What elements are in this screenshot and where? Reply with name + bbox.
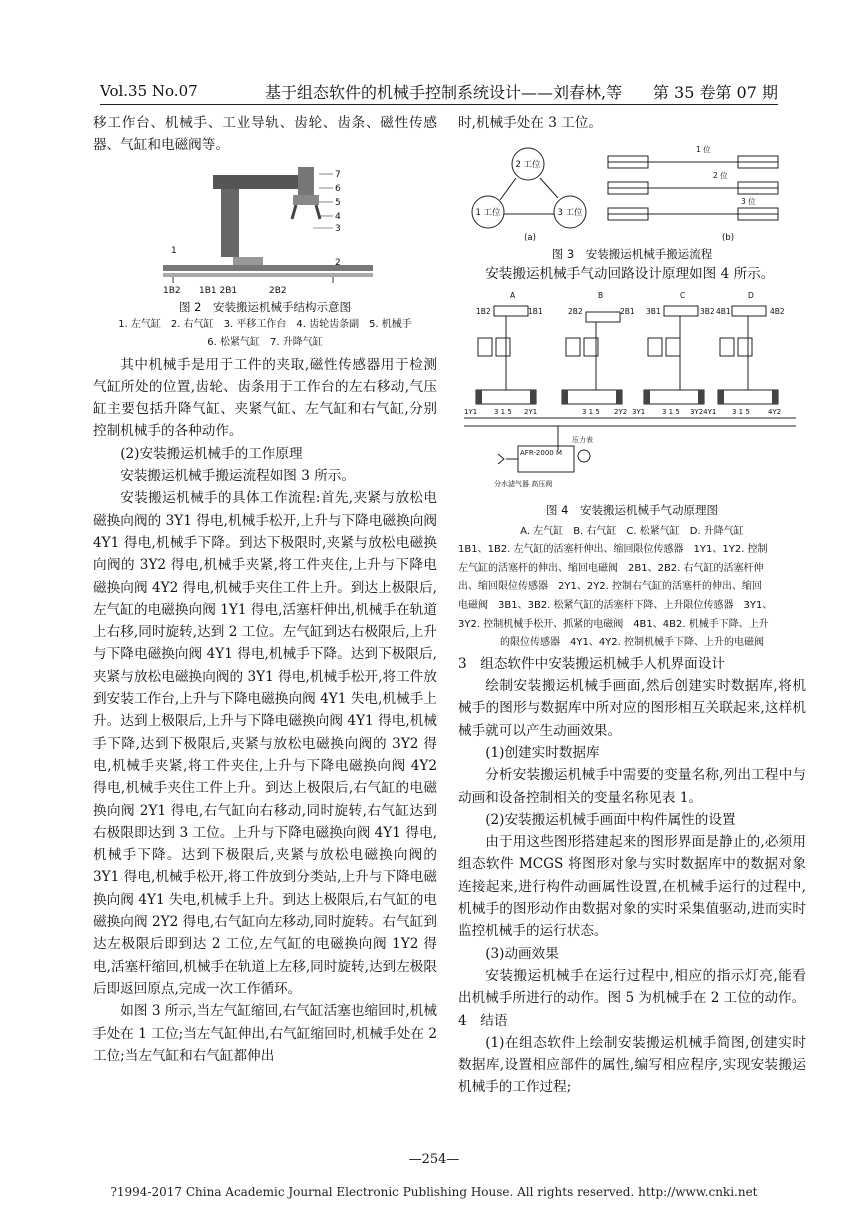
fig3-sub-a: (a)	[524, 233, 536, 243]
fig4-sensor: 1B2	[476, 306, 491, 316]
paragraph: 安装搬运机械手的具体工作流程:首先,夹紧与放松电磁换向阀的 3Y1 得电,机械手松开,上升与下降电磁换向阀 4Y1 得电,机械手下降。到达下极限时,夹紧与放松电磁换向阀的 3Y2 得电,机械手夹紧,将工件夹住,上升与下降电磁换向阀 4Y2 得电,机械手夹住工件上升。到达上极限后,左气缸的电磁换向阀 1Y1 得电,活塞杆伸出,机械手在轨道上右移,同时旋转,达到 2 工位。左气缸到达右极限后,上升与下降电磁换向阀 4Y1 得电,机械手下降。达到下极限后,夹紧与放松电磁换向阀的 3Y1 得电,机械手松开,将工件放到安装工作台,上升与下降电磁换向阀 4Y1 失电,机械手上升。达到上极限后,上升与下降电磁换向阀 4Y1 得电,机械手下降,达到下极限后,夹紧与放松电磁换向阀的 3Y2 得电,机械手夹紧,将工件夹住,上升与下降电磁换向阀 4Y2 得电,机械手夹住工件上升。到达上极限后,右气缸的电磁换向阀 2Y1 得电,右气缸向右移动,同时旋转,右气缸达到右极限即达到 3 工位。上升与下降电磁换向阀 4Y1 得电,机械手下降。达到下极限后,夹紧与放松电磁换向阀的 3Y1 得电,机械手松开,将工件放到分类站,上升与下降电磁换向阀 4Y1 失电,机械手上升。到达上极限后,右气缸的电磁换向阀 2Y2 得电,右气缸向左移动,同时旋转。右气缸到达左极限后即到达 2 工位,左气缸的电磁换向阀 1Y2 得电,活塞杆缩回,机械手在轨道上左移,同时旋转,达到左极限后即返回原点,完成一次工作循环。	[93, 490, 437, 997]
fig4-valve: 4Y2	[768, 407, 782, 416]
fig4-sensor: 4B2	[770, 306, 785, 316]
right-column	[458, 112, 806, 1099]
fig2-label: 5	[335, 197, 341, 208]
fig2-bottom-label: 2B2	[269, 285, 287, 295]
fig2-label: 2	[335, 257, 341, 268]
header-rule	[100, 104, 778, 105]
fig4-sensor: 4B1	[716, 306, 731, 316]
fig3-position: 3 位	[741, 197, 756, 207]
fig4-valve: 3Y24Y1	[690, 407, 717, 416]
figure-2-structure	[93, 165, 437, 295]
figure-4-legend: 左气缸的活塞杆的伸出、缩回电磁阀 2B1、2B2. 右气缸的活塞杆伸	[458, 562, 764, 574]
fig3-node: 2 工位	[515, 160, 541, 171]
fig4-group: A	[510, 290, 516, 300]
fig4-gauge: 压力表	[572, 435, 593, 444]
running-header	[100, 78, 778, 104]
fig4-sensor: 3B2	[700, 306, 715, 316]
section-heading: 4 结语	[458, 1012, 508, 1029]
figure-4-legend: 1B1、1B2. 左气缸的活塞杆伸出、缩回限位传感器 1Y1、1Y2. 控制	[458, 544, 768, 556]
page-number: —254—	[408, 1152, 460, 1167]
paragraph: 绘制安装搬运机械手画面,然后创建实时数据库,将机械手的图形与数据库中所对应的图形相互关联起来,这样机械手就可以产生动画效果。	[458, 678, 806, 739]
fig4-port: 3 1 5	[662, 407, 680, 416]
copyright-footer: ?1994-2017 China Academic Journal Electronic Publishing House. All rights reserved. http://www.cnki.net	[110, 1185, 758, 1199]
subheading: (2)安装搬运机械手的工作原理	[120, 445, 303, 462]
fig4-port: 3 1 5	[494, 407, 512, 416]
fig4-port: 3 1 5	[582, 407, 600, 416]
fig2-bottom-label: 1B1 2B1	[199, 285, 238, 295]
fig4-valve: 1Y1	[464, 407, 478, 416]
issue-label: 第 35 卷第 07 期	[652, 83, 778, 102]
fig4-group: C	[680, 290, 686, 300]
figure-2-legend: 6. 松紧气缸 7. 升降气缸	[207, 336, 323, 348]
paragraph: 安装搬运机械手搬运流程如图 3 所示。	[120, 468, 355, 485]
subheading: (2)安装搬运机械手画面中构件属性的设置	[485, 811, 736, 828]
paragraph: 安装搬运机械手在运行过程中,相应的指示灯亮,能看出机械手所进行的动作。图 5 为机械手在 2 工位的动作。	[458, 967, 806, 1007]
fig2-label: 4	[335, 211, 341, 222]
fig2-label: 6	[335, 183, 341, 194]
paragraph: 分析安装搬运机械手中需要的变量名称,列出工程中与动画和设备控制相关的变量名称见表 1。	[458, 767, 806, 806]
paragraph: 由于用这些图形搭建起来的图形界面是静止的,必须用组态软件 MCGS 将图形对象与实时数据库中的数据对象连接起来,进行构件动画属性设置,在机械手运行的过程中,机械手的图形动作由数据对象的实时采集值驱动,进而实时监控机械手的运行状态。	[458, 834, 806, 940]
fig4-afr: AFR-2000 M	[520, 448, 562, 457]
figure-4-legend: 电磁阀 3B1、3B2. 松紧气缸的活塞杆下降、上升限位传感器 3Y1、	[458, 599, 773, 611]
paragraph: 其中机械手是用于工件的夹取,磁性传感器用于检测气缸所处的位置,齿轮、齿条用于工作台的左右移动,气压缸主要包括升降气缸、夹紧气缸、左气缸和右气缸,分别控制机械手的各种动作。	[93, 356, 437, 440]
figure-2-legend: 1. 左气缸 2. 右气缸 3. 平移工作台 4. 齿轮齿条副 5. 机械手	[118, 318, 412, 330]
fig4-group: B	[598, 290, 604, 300]
fig3-node: 3 工位	[557, 208, 583, 219]
figure-4-legend: 3Y2. 控制机械手松开、抓紧的电磁阀 4B1、4B2. 机械手下降、上升	[458, 618, 769, 630]
fig4-sensor: 2B2	[568, 306, 583, 316]
figure-4-pneumatic-diagram	[458, 290, 806, 500]
subheading: (3)动画效果	[485, 945, 559, 962]
paragraph: (1)在组态软件上绘制安装搬运机械手简图,创建实时数据库,设置相应部件的属性,编写相应程序,实现安装搬运机械手的工作过程;	[458, 1034, 806, 1096]
fig4-sensor: 1B1	[528, 306, 543, 316]
figure-2-caption: 图 2 安装搬运机械手结构示意图	[179, 299, 351, 314]
fig3-position: 1 位	[696, 145, 711, 155]
subheading: (1)创建实时数据库	[485, 744, 600, 761]
fig4-valve: 2Y2	[614, 407, 628, 416]
figure-3-flow	[458, 142, 806, 242]
left-column	[93, 112, 437, 1067]
figure-4-legend: 出、缩回限位传感器 2Y1、2Y2. 控制右气缸的活塞杆的伸出、缩回	[458, 581, 763, 593]
figure-3-caption: 图 3 安装搬运机械手搬运流程	[551, 247, 713, 262]
figure-4-legend: 的限位传感器 4Y1、4Y2. 控制机械手下降、上升的电磁阀	[499, 637, 765, 649]
fig2-label: 3	[335, 223, 341, 234]
section-heading: 3 组态软件中安装搬运机械手人机界面设计	[458, 655, 725, 672]
fig2-label: 1	[171, 245, 177, 256]
figure-4-legend: A. 左气缸 B. 右气缸 C. 松紧气缸 D. 升降气缸	[520, 525, 744, 537]
fig4-bottom-label: 分水滤气器 高压阀	[494, 479, 553, 488]
fig4-sensor: 3B1	[646, 306, 661, 316]
fig4-group: D	[748, 290, 754, 300]
paragraph: 时,机械手处在 3 工位。	[458, 115, 602, 131]
fig3-position: 2 位	[713, 171, 728, 181]
figure-4-caption: 图 4 安装搬运机械手气动原理图	[546, 502, 718, 517]
fig3-node: 1 工位	[475, 208, 501, 219]
fig2-bottom-label: 1B2	[163, 285, 181, 295]
fig4-sensor: 2B1	[620, 306, 635, 316]
fig3-sub-b: (b)	[721, 233, 735, 243]
fig4-valve: 3Y1	[632, 407, 646, 416]
fig4-valve: 2Y1	[524, 407, 538, 416]
fig2-label: 7	[335, 169, 341, 180]
paragraph: 安装搬运机械手气动回路设计原理如图 4 所示。	[485, 266, 775, 283]
fig4-port: 3 1 5	[732, 407, 750, 416]
running-title: 基于组态软件的机械手控制系统设计——刘春林,等	[265, 83, 623, 102]
paragraph: 如图 3 所示,当左气缸缩回,右气缸活塞也缩回时,机械手处在 1 工位;当左气缸伸出,右气缸缩回时,机械手处在 2 工位;当左气缸和右气缸都伸出	[93, 1003, 437, 1064]
volume-label: Vol.35 No.07	[100, 82, 198, 100]
paragraph: 移工作台、机械手、工业导轨、齿轮、齿条、磁性传感器、气缸和电磁阀等。	[93, 115, 437, 154]
